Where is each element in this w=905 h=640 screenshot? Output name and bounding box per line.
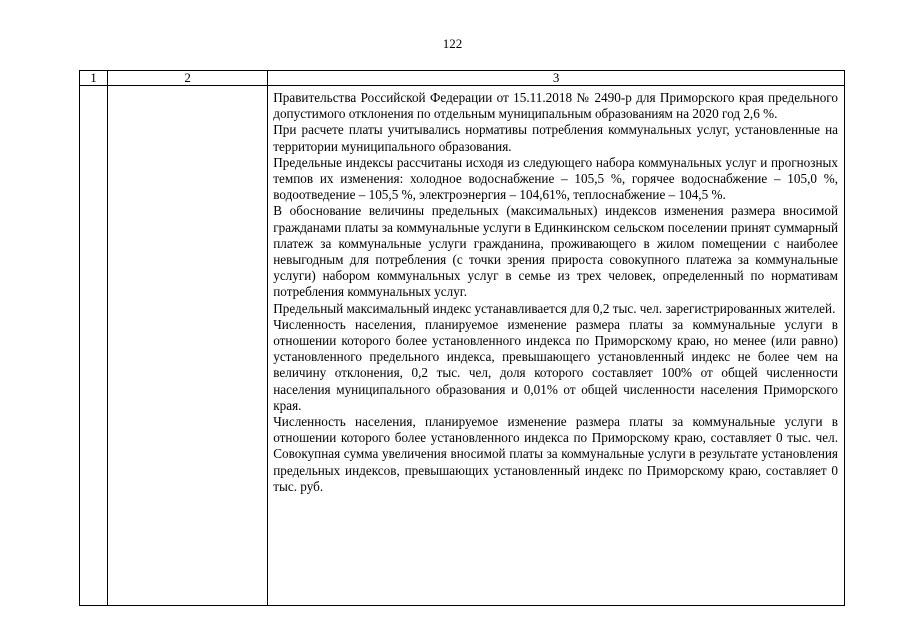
- table-body-row: [80, 86, 845, 606]
- paragraph: Численность населения, планируемое изменение размера платы за коммунальные услуги в отношении которого более установленного индекса по Приморскому краю, но менее (или равно) установленного предельного индекса, превышающего установленный индекс не более чем на величину отклонения, 0,2 тыс. чел, доля которого составляет 100% от общей численности населения муниципального образования и 0,01% от общей численности населения Приморского края.: [273, 316, 838, 413]
- column-header-1: 1: [80, 71, 108, 86]
- page-number: 122: [442, 36, 463, 51]
- column-2-cell: [108, 86, 268, 606]
- table-header-row: [80, 71, 845, 86]
- paragraph: Правительства Российской Федерации от 15.11.2018 № 2490-р для Приморского края предельного допустимого отклонения по отдельным муниципальным образованиям на 2020 год 2,6 %.: [273, 90, 838, 122]
- paragraph: В обоснование величины предельных (максимальных) индексов изменения размера вносимой гражданами платы за коммунальные услуги в Единкинском сельском поселении принят суммарный платеж за коммунальные услуги гражданина, проживающего в жилом помещении с наиболее невыгодным для потребления (с точки зрения прироста совокупного платежа за коммунальные услуги) набором коммунальных услуг в семье из трех человек, определенный по нормативам потребления коммунальных услуг.: [273, 203, 838, 300]
- column-header-2: 2: [108, 71, 268, 86]
- column-1-cell: [80, 86, 108, 606]
- column-header-3: 3: [268, 71, 845, 86]
- document-table: [79, 70, 845, 606]
- column-3-cell: [268, 86, 845, 606]
- paragraph: Численность населения, планируемое изменение размера платы за коммунальные услуги в отношении которого более установленного индекса по Приморскому краю, составляет 0 тыс. чел. Совокупная сумма увеличения вносимой платы за коммунальные услуги в результате установления предельных индексов, превышающих установленный индекс по Приморскому краю, составляет 0 тыс. руб.: [273, 414, 838, 494]
- paragraph-list: [273, 90, 838, 495]
- paragraph: Предельный максимальный индекс устанавливается для 0,2 тыс. чел. зарегистрированных жителей.: [273, 300, 836, 316]
- paragraph: При расчете платы учитывались нормативы потребления коммунальных услуг, установленные на территории муниципального образования.: [273, 122, 838, 154]
- paragraph: Предельные индексы рассчитаны исходя из следующего набора коммунальных услуг и прогнозных темпов их изменения: холодное водоснабжение – 105,5 %, горячее водоснабжение – 105,0 %, водоотведение – 105,5 %, электроэнергия – 104,61%, теплоснабжение – 104,5 %.: [273, 154, 838, 203]
